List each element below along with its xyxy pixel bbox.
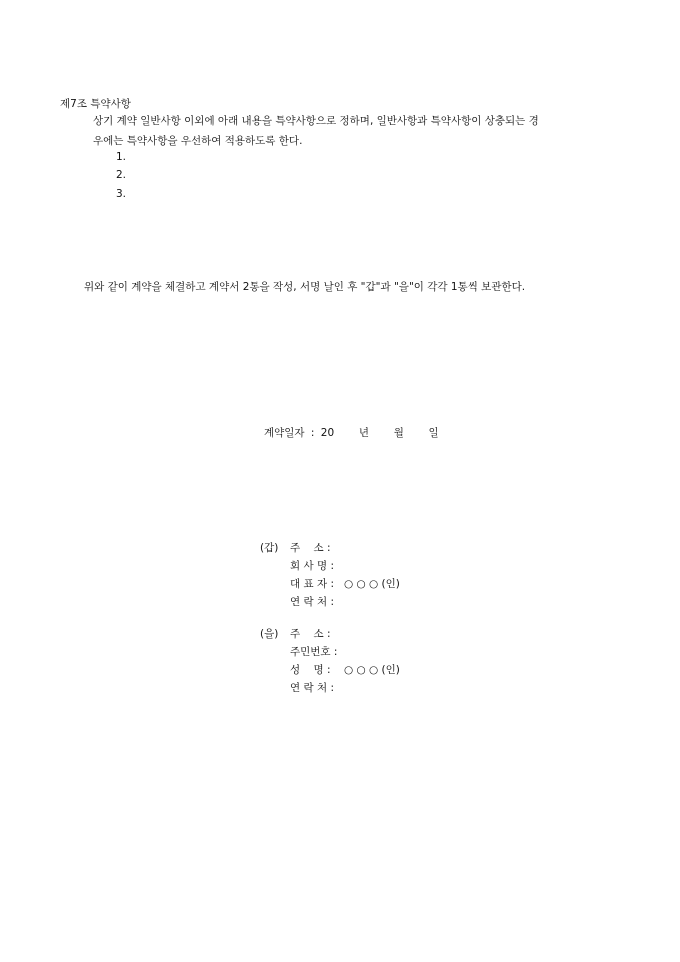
- party-a-key: 대 표 자 :: [290, 578, 334, 590]
- party-b-tag: (을): [260, 628, 279, 640]
- party-b-value: ○ ○ ○ (인): [344, 664, 400, 676]
- year-unit: 년: [358, 427, 369, 439]
- list-item: 1.: [116, 151, 127, 163]
- party-a-key: 주 소 :: [290, 542, 331, 554]
- party-b-row-name: [260, 662, 400, 677]
- party-b-row-address: [260, 626, 344, 641]
- party-b-key: 연 락 처 :: [290, 682, 334, 694]
- contract-date-label: 계약일자 : 20: [264, 427, 335, 439]
- party-a-key: 회 사 명 :: [290, 560, 334, 572]
- party-b-key: 주민번호 :: [290, 646, 338, 658]
- party-a-value: [340, 596, 344, 608]
- article-body-line-1: 상기 계약 일반사항 이외에 아래 내용을 특약사항으로 정하며, 일반사항과 특약사항이 상충되는 경: [93, 115, 539, 127]
- party-a-row-representative: [260, 576, 400, 591]
- article-body-line-2: 우에는 특약사항을 우선하여 적용하도록 한다.: [93, 135, 303, 147]
- party-a-row-address: [260, 540, 344, 555]
- party-b-value: [340, 628, 344, 640]
- contract-date: [264, 425, 439, 440]
- party-b-key: 성 명 :: [290, 664, 331, 676]
- list-item: 3.: [116, 188, 127, 200]
- party-b-row-id-number: [260, 644, 344, 659]
- month-unit: 월: [393, 427, 404, 439]
- party-a-value: ○ ○ ○ (인): [344, 578, 400, 590]
- list-item: 2.: [116, 169, 127, 181]
- article-body: [93, 111, 633, 151]
- party-a-row-contact: [260, 594, 344, 609]
- party-b-value: [340, 682, 344, 694]
- day-unit: 일: [428, 427, 439, 439]
- party-a-tag: (갑): [260, 542, 279, 554]
- party-a-value: [340, 560, 344, 572]
- party-b-row-contact: [260, 680, 344, 695]
- party-a-key: 연 락 처 :: [290, 596, 334, 608]
- party-a-value: [340, 542, 344, 554]
- party-a-row-company: [260, 558, 344, 573]
- article-title: 제7조 특약사항: [60, 98, 131, 110]
- party-b-value: [340, 646, 344, 658]
- closing-statement: 위와 같이 계약을 체결하고 계약서 2통을 작성, 서명 날인 후 "갑"과 "을"이 각각 1통씩 보관한다.: [84, 281, 526, 293]
- party-b-key: 주 소 :: [290, 628, 331, 640]
